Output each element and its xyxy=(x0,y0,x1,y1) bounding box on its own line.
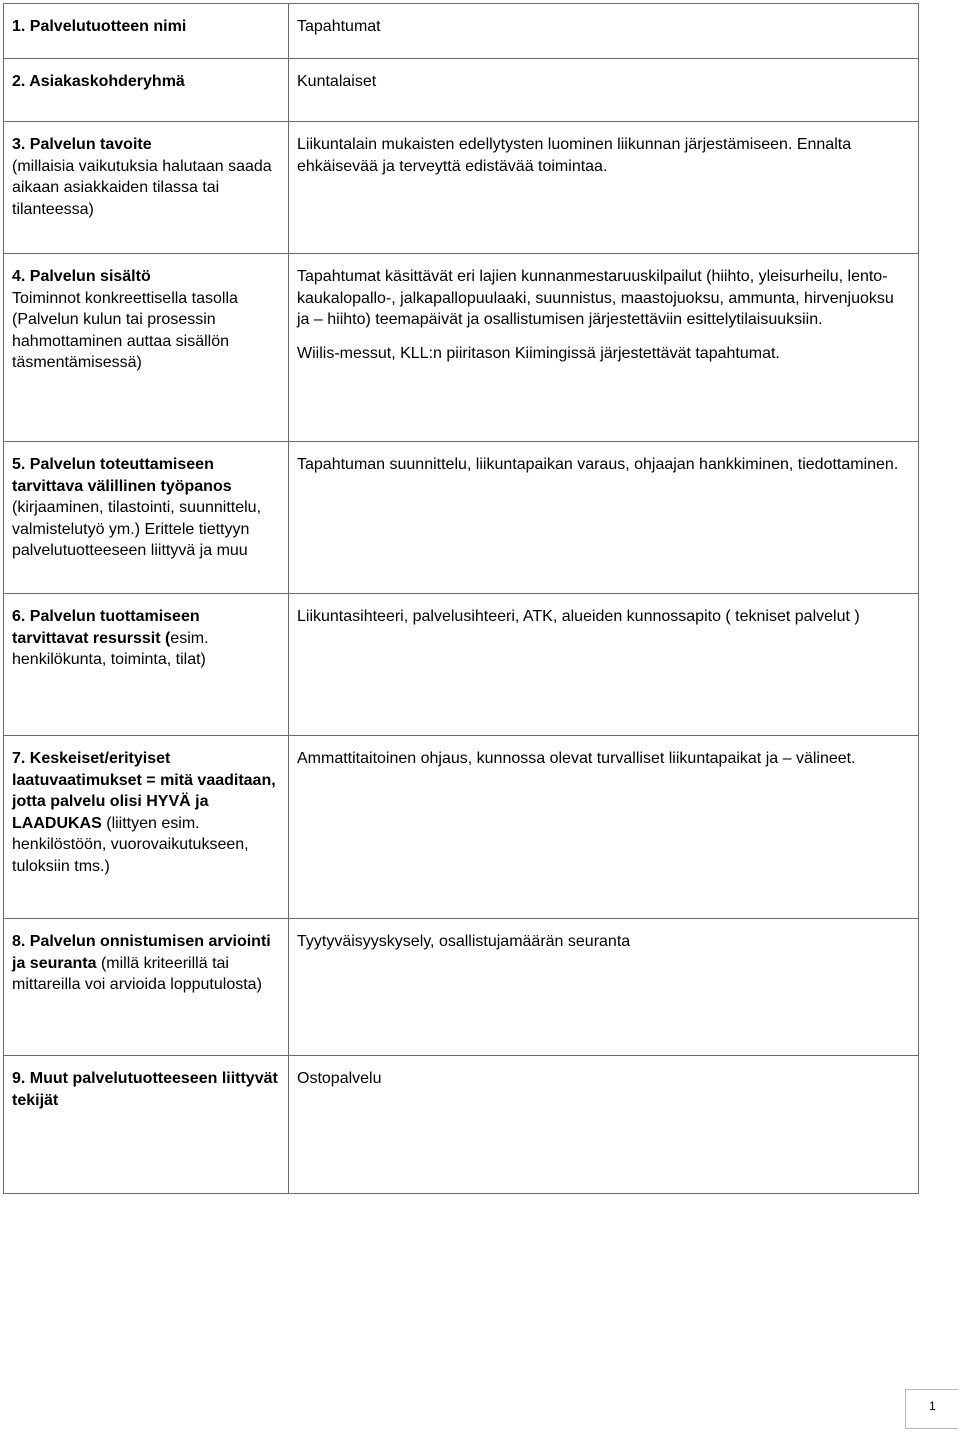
row-label-bold: 7. Keskeiset/erityiset laatuvaatimukset = mitä vaaditaan, jotta palvelu olisi HYVÄ ja LAADUKAS xyxy=(12,750,276,832)
service-description-table xyxy=(3,3,919,1194)
row-value xyxy=(289,736,919,919)
row-value-text: Tapahtuman suunnittelu, liikuntapaikan varaus, ohjaajan hankkiminen, tiedottaminen. xyxy=(297,456,899,473)
row-value-text: Tyytyväisyyskysely, osallistujamäärän seuranta xyxy=(297,933,631,950)
table-row xyxy=(4,736,919,919)
table-row xyxy=(4,1056,919,1194)
row-label-bold: 3. Palvelun tavoite xyxy=(12,136,152,153)
table-row xyxy=(4,594,919,736)
table-row xyxy=(4,919,919,1056)
table-row xyxy=(4,122,919,254)
row-value xyxy=(289,442,919,594)
table-row xyxy=(4,59,919,122)
row-label-text: (millaisia vaikutuksia halutaan saada aikaan asiakkaiden tilassa tai tilanteessa) xyxy=(12,157,272,218)
row-value xyxy=(289,122,919,254)
page-number-box xyxy=(905,1389,958,1429)
row-label-bold: 4. Palvelun sisältö xyxy=(12,268,151,285)
row-label-text: Toiminnot konkreettisella tasolla (Palvelun kulun tai prosessin hahmottaminen auttaa sisällön täsmentämisessä) xyxy=(12,289,238,371)
row-label-bold: 6. Palvelun tuottamiseen tarvittavat resurssit ( xyxy=(12,608,200,647)
row-label-text: (millä kriteerillä tai mittareilla voi arvioida lopputulosta) xyxy=(12,954,262,993)
row-value xyxy=(289,919,919,1056)
row-value-text: Tapahtumat xyxy=(297,18,381,35)
row-label xyxy=(4,4,289,59)
row-value-text: Liikuntasihteeri, palvelusihteeri, ATK, alueiden kunnossapito ( tekniset palvelut ) xyxy=(297,608,860,625)
row-value-text: Wiilis-messut, KLL:n piiritason Kiimingissä järjestettävät tapahtumat. xyxy=(297,344,780,362)
row-value-text: Kuntalaiset xyxy=(297,73,377,90)
row-label xyxy=(4,442,289,594)
row-label-bold: 1. Palvelutuotteen nimi xyxy=(12,18,187,35)
row-label-text: esim. henkilökunta, toiminta, tilat) xyxy=(12,629,209,668)
row-label-text: (kirjaaminen, tilastointi, suunnittelu, valmistelutyö ym.) Erittele tiettyyn palvelutuotteeseen liittyvä ja muu xyxy=(12,499,262,559)
table-row xyxy=(4,4,919,59)
row-value-text: Ostopalvelu xyxy=(297,1070,382,1087)
row-label-bold: 8. Palvelun onnistumisen arviointi ja seuranta xyxy=(12,933,271,972)
row-value-text: Liikuntalain mukaisten edellytysten luominen liikunnan järjestämiseen. Ennalta ehkäisevää ja terveyttä edistävää toimintaa. xyxy=(297,136,852,175)
row-value-text: Tapahtumat käsittävät eri lajien kunnanmestaruuskilpailut (hiihto, yleisurheilu, lento- kaukalopallo-, jalkapallopuulaaki, suunnistus, maastojuoksu, ammunta, hirvenjuoksu ja – hiihto) teemapäivät ja osallistumisen järjestettäviin esittelytilaisuuksiin. xyxy=(297,268,894,328)
row-label-bold: 9. Muut palvelutuotteeseen liittyvät tekijät xyxy=(12,1070,278,1109)
row-value xyxy=(289,254,919,442)
row-value-text: Ammattitaitoinen ohjaus, kunnossa olevat turvalliset liikuntapaikat ja – välineet. xyxy=(297,750,856,767)
row-label xyxy=(4,919,289,1056)
row-label xyxy=(4,594,289,736)
row-label-bold: 2. Asiakaskohderyhmä xyxy=(12,73,185,90)
page-number: 1 xyxy=(929,1399,936,1413)
row-label xyxy=(4,122,289,254)
row-value xyxy=(289,4,919,59)
row-value xyxy=(289,594,919,736)
table-row xyxy=(4,254,919,442)
row-value xyxy=(289,1056,919,1194)
row-label-bold: 5. Palvelun toteuttamiseen tarvittava välillinen työpanos xyxy=(12,456,232,495)
row-label xyxy=(4,736,289,919)
row-label xyxy=(4,1056,289,1194)
row-value xyxy=(289,59,919,122)
row-label xyxy=(4,254,289,442)
row-label xyxy=(4,59,289,122)
table-row xyxy=(4,442,919,594)
row-label-text: (liittyen esim. henkilöstöön, vuorovaikutukseen, tuloksiin tms.) xyxy=(12,814,249,875)
